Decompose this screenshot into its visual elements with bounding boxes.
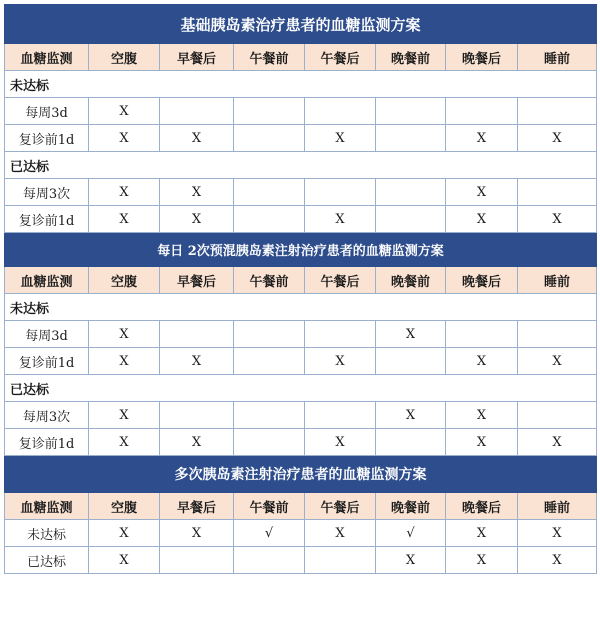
table-cell: X xyxy=(446,206,518,233)
column-header: 血糖监测 xyxy=(5,493,89,520)
table-cell xyxy=(234,206,305,233)
group-label: 已达标 xyxy=(5,152,597,179)
table-cell xyxy=(305,402,376,429)
column-header: 晚餐后 xyxy=(446,44,518,71)
table-cell xyxy=(234,429,305,456)
column-header: 午餐后 xyxy=(305,44,376,71)
table-cell xyxy=(518,402,597,429)
table-cell xyxy=(518,179,597,206)
table-cell: X xyxy=(89,520,160,547)
table-cell xyxy=(234,348,305,375)
column-header: 血糖监测 xyxy=(5,44,89,71)
row-label: 复诊前1d xyxy=(5,206,89,233)
table-cell xyxy=(234,402,305,429)
table-cell: X xyxy=(89,348,160,375)
column-header: 晚餐后 xyxy=(446,267,518,294)
column-header-row xyxy=(5,267,597,294)
table-cell: X xyxy=(160,125,234,152)
column-header: 早餐后 xyxy=(160,267,234,294)
table-cell: X xyxy=(446,547,518,574)
section-title: 每日 2次预混胰岛素注射治疗患者的血糖监测方案 xyxy=(5,233,597,267)
table-cell: X xyxy=(518,125,597,152)
table-row xyxy=(5,520,597,547)
table-cell xyxy=(376,98,446,125)
column-header: 午餐前 xyxy=(234,267,305,294)
column-header: 空腹 xyxy=(89,267,160,294)
table-cell xyxy=(376,206,446,233)
column-header: 晚餐前 xyxy=(376,44,446,71)
column-header: 晚餐后 xyxy=(446,493,518,520)
table-cell xyxy=(376,429,446,456)
row-label: 已达标 xyxy=(5,547,89,574)
group-row xyxy=(5,294,597,321)
table-cell: X xyxy=(446,402,518,429)
table-cell xyxy=(518,321,597,348)
row-label: 每周3次 xyxy=(5,179,89,206)
table-cell: X xyxy=(305,429,376,456)
section-title: 多次胰岛素注射治疗患者的血糖监测方案 xyxy=(5,456,597,493)
table-cell xyxy=(376,125,446,152)
table-cell: X xyxy=(89,179,160,206)
table-row xyxy=(5,321,597,348)
table-cell xyxy=(234,179,305,206)
table-cell: √ xyxy=(234,520,305,547)
group-label: 已达标 xyxy=(5,375,597,402)
table-cell xyxy=(376,179,446,206)
column-header: 午餐前 xyxy=(234,493,305,520)
table-cell: X xyxy=(160,179,234,206)
column-header: 睡前 xyxy=(518,44,597,71)
table-row xyxy=(5,429,597,456)
table-row xyxy=(5,98,597,125)
table-cell xyxy=(305,179,376,206)
table-cell: X xyxy=(446,179,518,206)
table-cell: X xyxy=(89,402,160,429)
table-row xyxy=(5,206,597,233)
row-label: 复诊前1d xyxy=(5,429,89,456)
column-header: 血糖监测 xyxy=(5,267,89,294)
column-header: 早餐后 xyxy=(160,44,234,71)
row-label: 每周3d xyxy=(5,321,89,348)
table-cell: X xyxy=(376,402,446,429)
table-cell: X xyxy=(518,520,597,547)
table-cell: X xyxy=(518,206,597,233)
monitoring-table xyxy=(4,4,597,574)
column-header: 午餐后 xyxy=(305,493,376,520)
table-cell: X xyxy=(446,348,518,375)
table-cell xyxy=(160,321,234,348)
table-cell xyxy=(376,348,446,375)
table-cell: X xyxy=(305,125,376,152)
table-cell: X xyxy=(89,547,160,574)
row-label: 复诊前1d xyxy=(5,348,89,375)
column-header: 午餐后 xyxy=(305,267,376,294)
row-label: 每周3次 xyxy=(5,402,89,429)
table-cell xyxy=(160,547,234,574)
table-cell xyxy=(446,98,518,125)
group-row xyxy=(5,375,597,402)
table-row xyxy=(5,348,597,375)
table-cell xyxy=(160,402,234,429)
table-cell: X xyxy=(89,98,160,125)
table-cell xyxy=(234,125,305,152)
section-title-row xyxy=(5,233,597,267)
table-cell: X xyxy=(89,125,160,152)
table-cell: X xyxy=(89,429,160,456)
table-cell: X xyxy=(376,321,446,348)
table-cell: X xyxy=(89,206,160,233)
table-cell: X xyxy=(160,429,234,456)
row-label: 每周3d xyxy=(5,98,89,125)
table-row xyxy=(5,125,597,152)
table-cell xyxy=(305,547,376,574)
table-cell xyxy=(234,547,305,574)
table-cell xyxy=(305,98,376,125)
table-cell xyxy=(518,98,597,125)
section-title-row xyxy=(5,456,597,493)
table-row xyxy=(5,179,597,206)
table-cell: X xyxy=(446,125,518,152)
section-title: 基础胰岛素治疗患者的血糖监测方案 xyxy=(5,5,597,44)
table-cell: X xyxy=(89,321,160,348)
table-cell: X xyxy=(376,547,446,574)
group-row xyxy=(5,71,597,98)
table-cell: X xyxy=(446,520,518,547)
column-header-row xyxy=(5,44,597,71)
table-cell: X xyxy=(305,520,376,547)
group-label: 未达标 xyxy=(5,294,597,321)
column-header: 午餐前 xyxy=(234,44,305,71)
section-title-row xyxy=(5,5,597,44)
row-label: 未达标 xyxy=(5,520,89,547)
table-row xyxy=(5,547,597,574)
table-cell xyxy=(305,321,376,348)
table-cell: X xyxy=(518,547,597,574)
table-row xyxy=(5,402,597,429)
table-cell: √ xyxy=(376,520,446,547)
column-header: 空腹 xyxy=(89,44,160,71)
table-cell: X xyxy=(305,206,376,233)
group-row xyxy=(5,152,597,179)
table-cell: X xyxy=(160,348,234,375)
column-header-row xyxy=(5,493,597,520)
table-cell xyxy=(446,321,518,348)
table-cell: X xyxy=(518,348,597,375)
column-header: 晚餐前 xyxy=(376,267,446,294)
table-cell: X xyxy=(518,429,597,456)
table-cell: X xyxy=(305,348,376,375)
column-header: 睡前 xyxy=(518,267,597,294)
column-header: 空腹 xyxy=(89,493,160,520)
row-label: 复诊前1d xyxy=(5,125,89,152)
table-cell: X xyxy=(446,429,518,456)
table-cell xyxy=(234,321,305,348)
column-header: 晚餐前 xyxy=(376,493,446,520)
table-cell xyxy=(160,98,234,125)
column-header: 睡前 xyxy=(518,493,597,520)
table-cell: X xyxy=(160,520,234,547)
table-cell: X xyxy=(160,206,234,233)
column-header: 早餐后 xyxy=(160,493,234,520)
table-cell xyxy=(234,98,305,125)
group-label: 未达标 xyxy=(5,71,597,98)
